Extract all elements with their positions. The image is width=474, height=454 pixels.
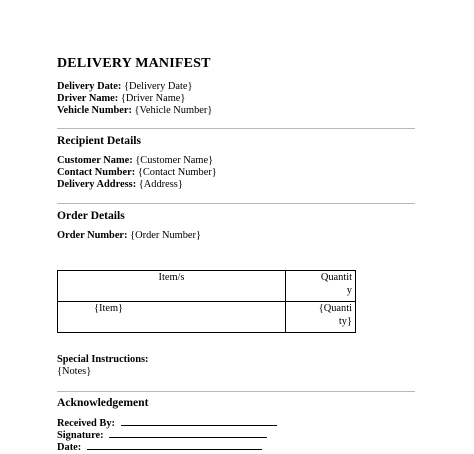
customer-name-label: Customer Name: bbox=[57, 155, 133, 166]
signature-label: Signature: bbox=[57, 430, 104, 441]
contact-number-value: {Contact Number} bbox=[137, 167, 217, 178]
signature-line[interactable] bbox=[109, 428, 267, 438]
delivery-date-value: {Delivery Date} bbox=[123, 81, 193, 92]
date-label: Date: bbox=[57, 442, 82, 453]
table-row bbox=[58, 302, 356, 333]
section-divider bbox=[57, 203, 415, 204]
items-column-header: Item/s bbox=[58, 271, 286, 302]
order-heading: Order Details bbox=[57, 209, 125, 222]
delivery-address-row bbox=[57, 178, 183, 191]
received-by-label: Received By: bbox=[57, 418, 115, 429]
item-cell: {Item} bbox=[58, 302, 286, 333]
date-line[interactable] bbox=[87, 440, 262, 450]
vehicle-number-row bbox=[57, 104, 212, 117]
driver-name-value: {Driver Name} bbox=[120, 93, 186, 104]
section-divider bbox=[57, 391, 415, 392]
driver-name-label: Driver Name: bbox=[57, 93, 119, 104]
contact-number-label: Contact Number: bbox=[57, 167, 136, 178]
recipient-heading: Recipient Details bbox=[57, 134, 142, 147]
vehicle-number-value: {Vehicle Number} bbox=[134, 105, 213, 116]
special-instructions-value: {Notes} bbox=[57, 366, 92, 377]
quantity-cell: {Quanti ty} bbox=[286, 302, 356, 333]
date-row bbox=[57, 440, 262, 454]
customer-name-value: {Customer Name} bbox=[135, 155, 214, 166]
section-divider bbox=[57, 128, 415, 129]
order-number-value: {Order Number} bbox=[130, 230, 201, 241]
vehicle-number-label: Vehicle Number: bbox=[57, 105, 132, 116]
received-by-line[interactable] bbox=[121, 416, 277, 426]
delivery-address-label: Delivery Address: bbox=[57, 179, 137, 190]
delivery-address-value: {Address} bbox=[138, 179, 183, 190]
acknowledgement-heading: Acknowledgement bbox=[57, 396, 149, 409]
items-table bbox=[57, 270, 356, 333]
special-instructions-label: Special Instructions: bbox=[57, 354, 149, 365]
page-title: DELIVERY MANIFEST bbox=[57, 56, 211, 71]
quantity-column-header: Quantit y bbox=[286, 271, 356, 302]
table-header-row bbox=[58, 271, 356, 302]
order-number-label: Order Number: bbox=[57, 230, 128, 241]
order-number-row bbox=[57, 229, 201, 242]
delivery-date-label: Delivery Date: bbox=[57, 81, 122, 92]
